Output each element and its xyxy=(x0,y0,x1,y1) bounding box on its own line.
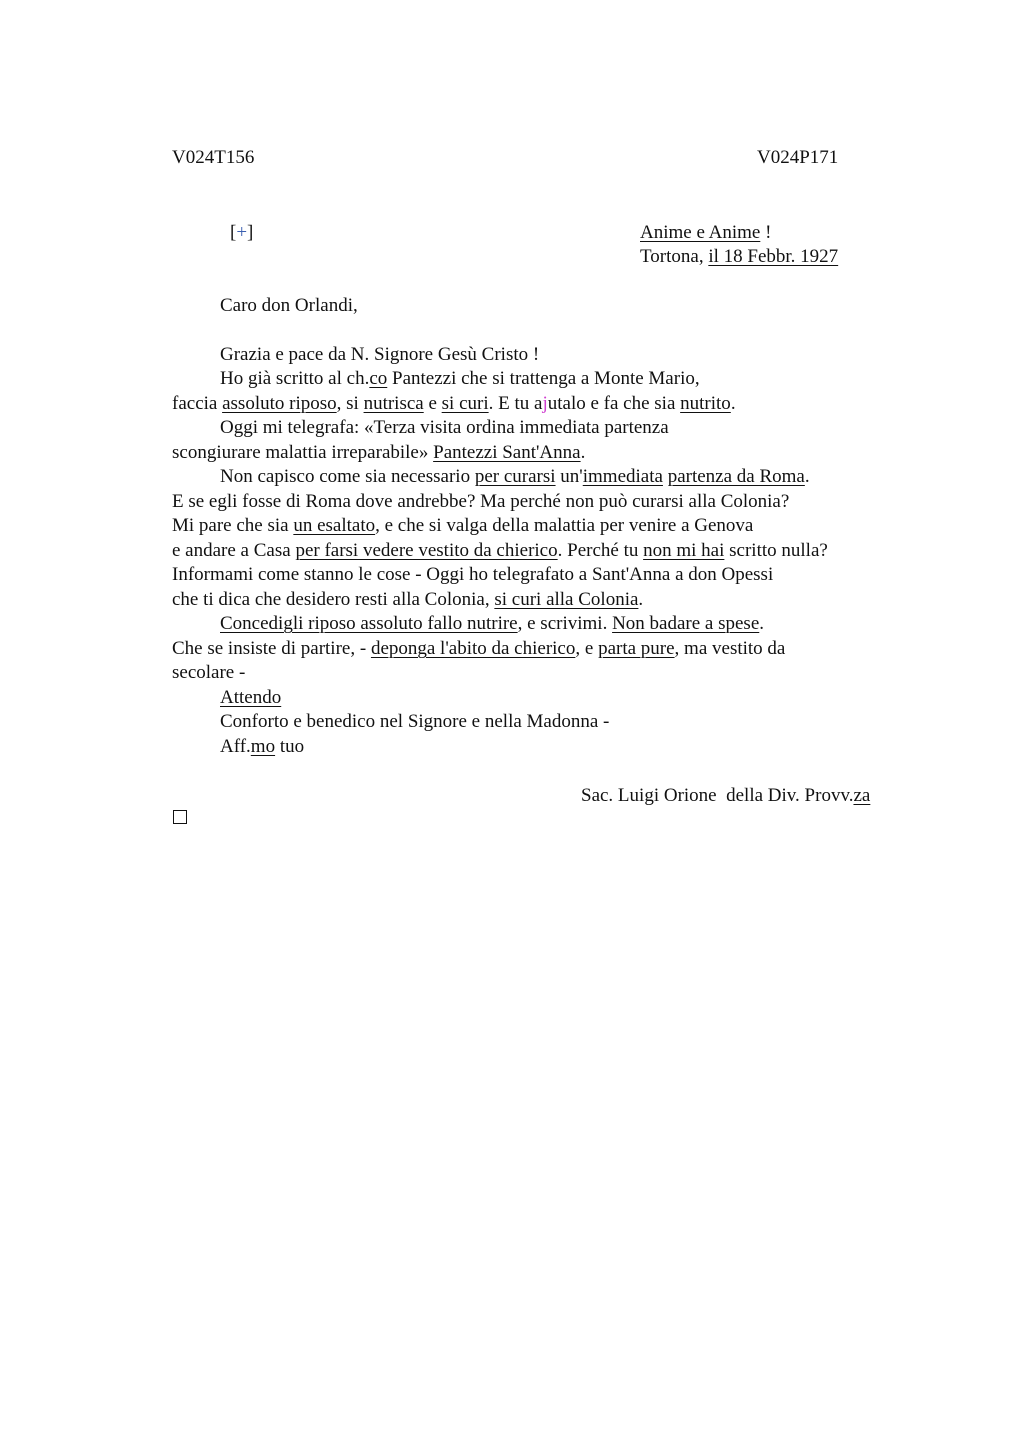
body-line: scongiurare malattia irreparabile» Pantezzi Sant'Anna. xyxy=(172,442,586,463)
checkbox-square-icon xyxy=(173,810,187,824)
body-line: Conforto e benedico nel Signore e nella Madonna - xyxy=(220,711,610,732)
body-line: e andare a Casa per farsi vedere vestito da chierico. Perché tu non mi hai scritto nulla? xyxy=(172,540,828,561)
body-line: E se egli fosse di Roma dove andrebbe? Ma perché non può curarsi alla Colonia? xyxy=(172,491,790,512)
archive-code-left: V024T156 xyxy=(172,147,255,168)
body-line: Informami come stanno le cose - Oggi ho telegrafato a Sant'Anna a don Opessi xyxy=(172,564,774,585)
body-line: Oggi mi telegrafa: «Terza visita ordina immediata partenza xyxy=(220,417,669,438)
cross-mark: [+] xyxy=(230,222,254,243)
signature: Sac. Luigi Orione della Div. Provv.za xyxy=(581,785,871,806)
body-line: Attendo xyxy=(220,687,282,708)
body-line: Ho già scritto al ch.co Pantezzi che si trattenga a Monte Mario, xyxy=(220,368,700,389)
body-line: Mi pare che sia un esaltato, e che si valga della malattia per venire a Genova xyxy=(172,515,754,536)
letter-title: Anime e Anime ! xyxy=(640,222,772,243)
body-line: che ti dica che desidero resti alla Colonia, si curi alla Colonia. xyxy=(172,589,644,610)
salutation: Caro don Orlandi, xyxy=(220,295,358,316)
body-line: secolare - xyxy=(172,662,246,683)
body-line: Grazia e pace da N. Signore Gesù Cristo ! xyxy=(220,344,540,365)
closing: Aff.mo tuo xyxy=(220,736,305,757)
body-line: faccia assoluto riposo, si nutrisca e si curi. E tu ajutalo e fa che sia nutrito. xyxy=(172,393,736,414)
cross-icon: + xyxy=(236,222,248,243)
body-line: Concedigli riposo assoluto fallo nutrire, e scrivimi. Non badare a spese. xyxy=(220,613,765,634)
archive-code-right: V024P171 xyxy=(757,147,839,168)
body-line: Che se insiste di partire, - deponga l'abito da chierico, e parta pure, ma vestito da xyxy=(172,638,786,659)
body-line: Non capisco come sia necessario per curarsi un'immediata partenza da Roma. xyxy=(220,466,810,487)
letter-date: Tortona, il 18 Febbr. 1927 xyxy=(640,246,839,267)
